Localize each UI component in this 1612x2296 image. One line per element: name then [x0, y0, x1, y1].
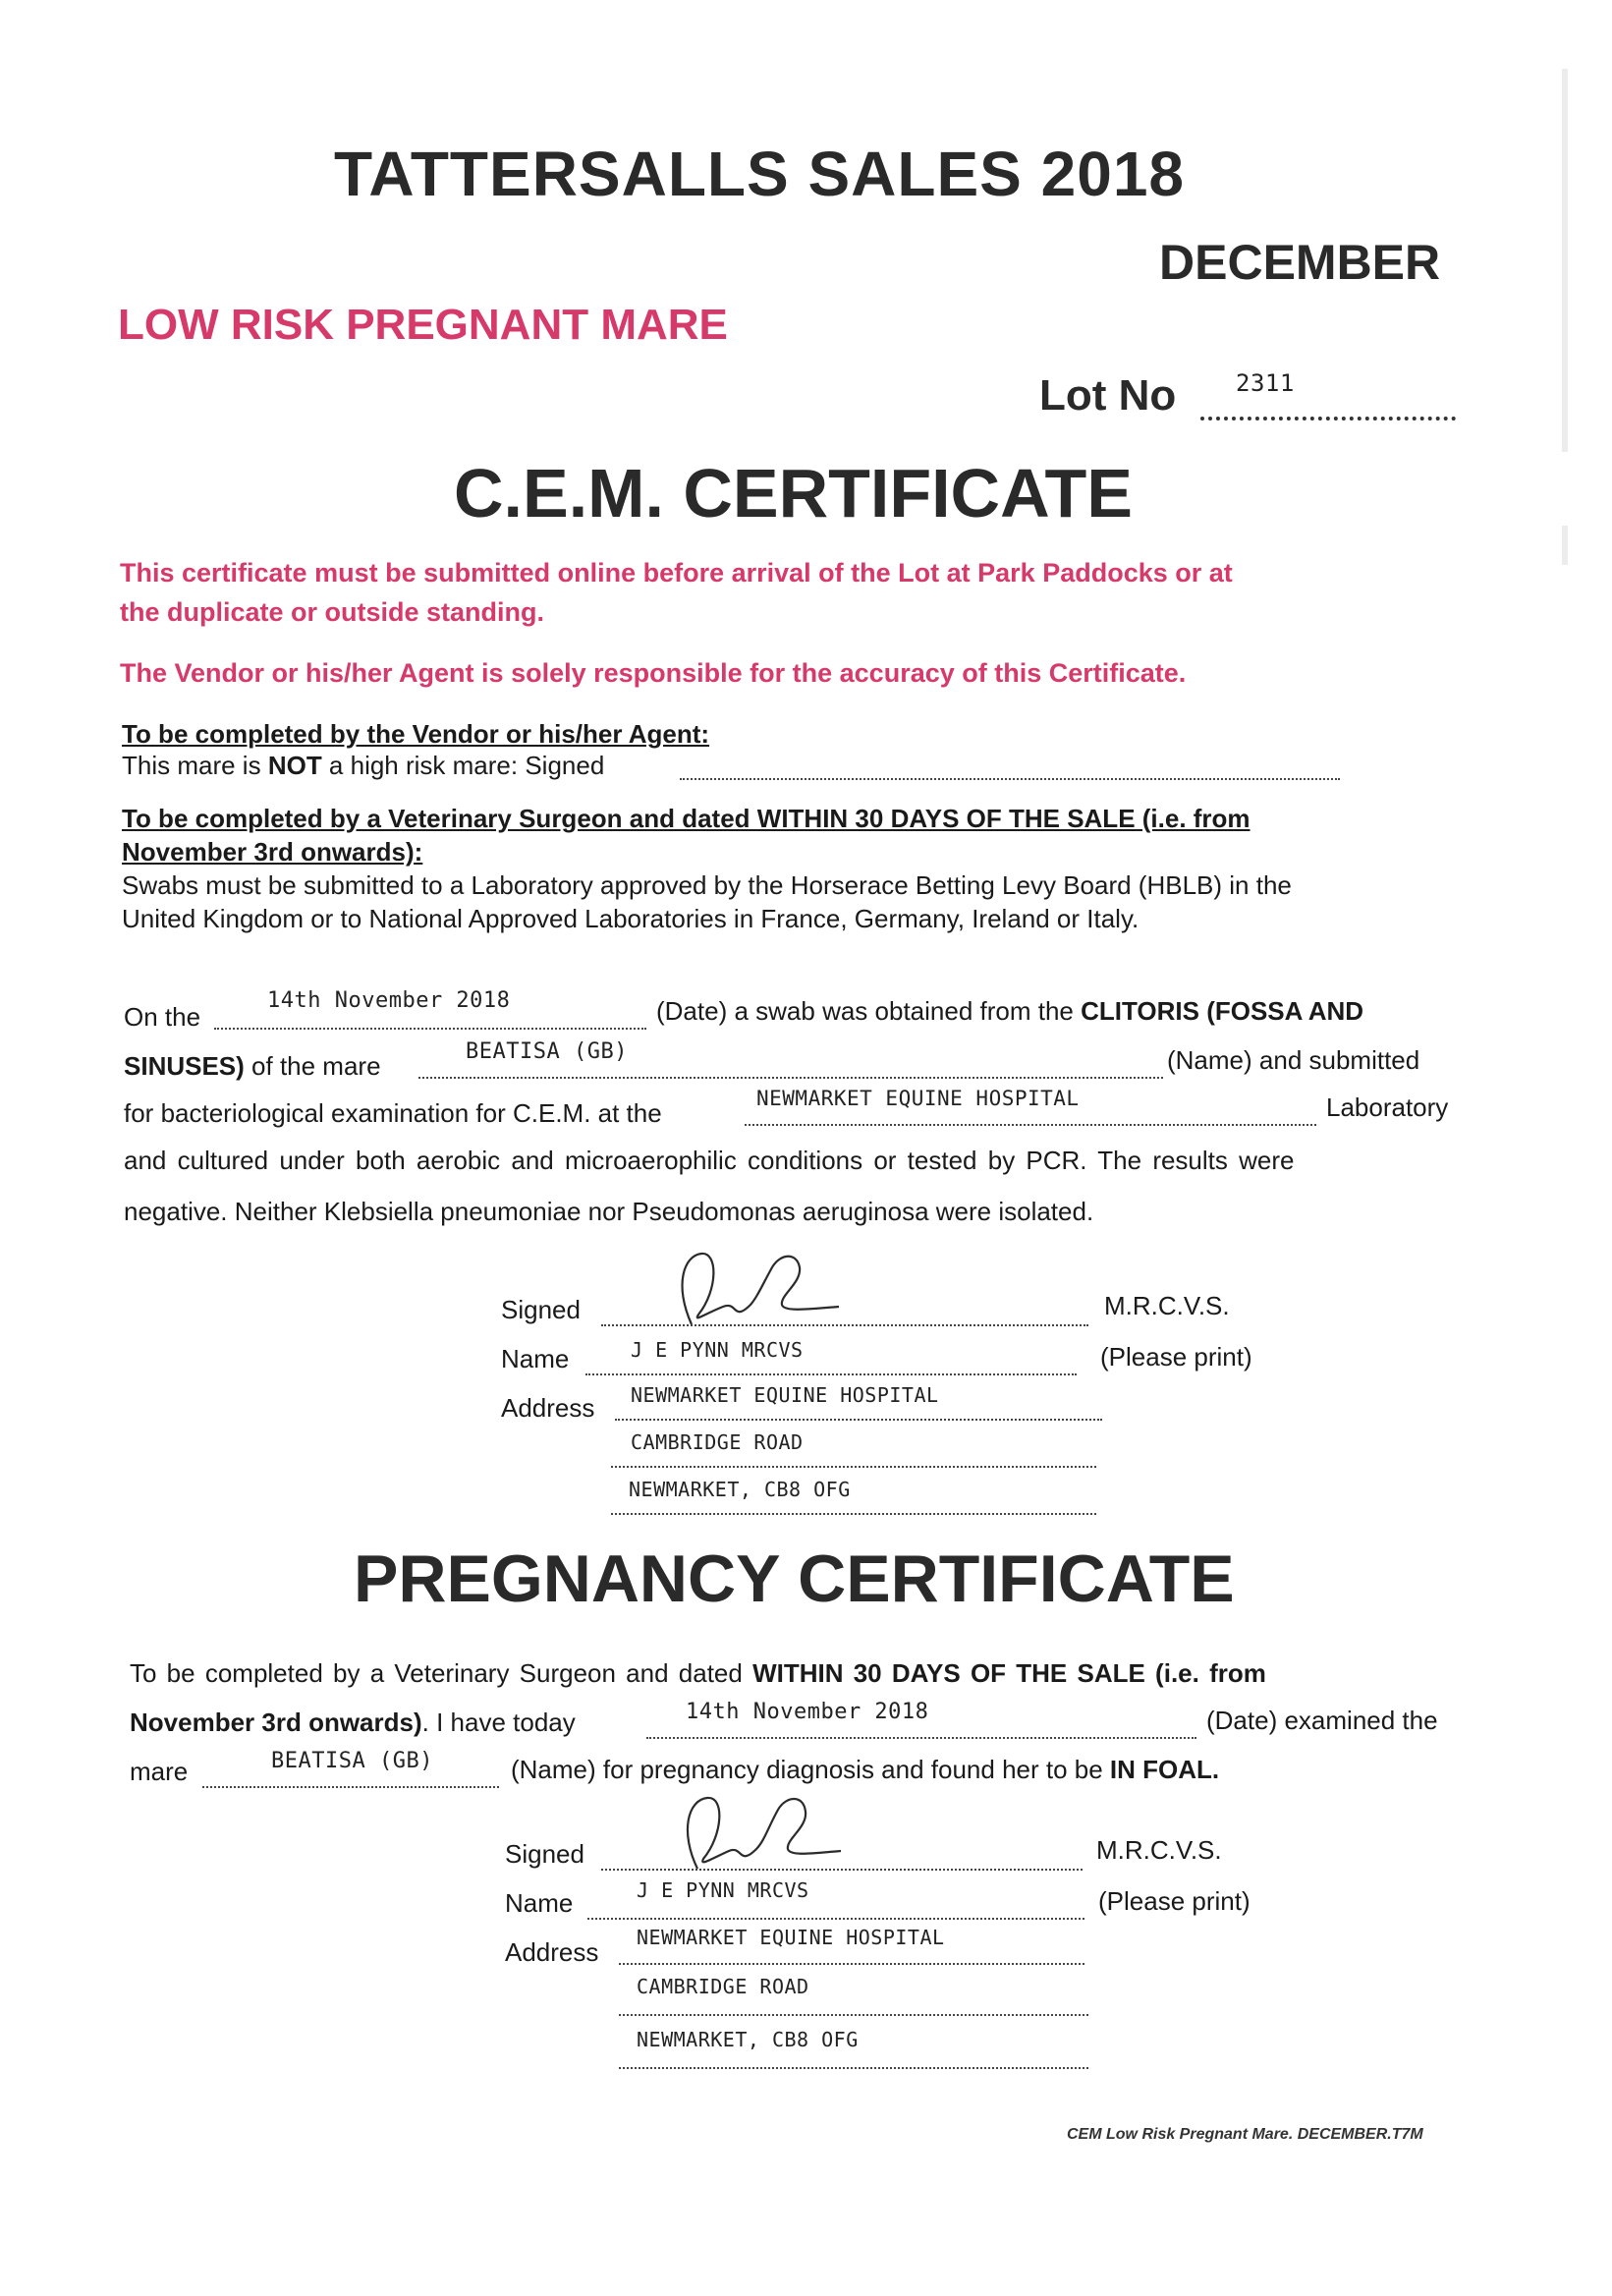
vendor-heading: To be completed by the Vendor or his/her Agent:: [122, 719, 710, 749]
month-label: DECEMBER: [1159, 235, 1441, 290]
pregnancy-address-line-2: CAMBRIDGE ROAD: [637, 1975, 809, 1998]
pregnancy-mare-value: BEATISA (GB): [271, 1749, 433, 1773]
negative-text: negative. Neither Klebsiella pneumoniae nor Pseudomonas aeruginosa were isolated.: [124, 1197, 1094, 1226]
mare-name-value: BEATISA (GB): [466, 1039, 628, 1064]
cultured-text: and cultured under both aerobic and microaerophilic conditions or tested by PCR. The results were: [124, 1146, 1295, 1175]
pregnancy-name-value: J E PYNN MRCVS: [637, 1878, 809, 1902]
cem-name-value: J E PYNN MRCVS: [631, 1338, 804, 1362]
vendor-statement-a: This mare is: [122, 751, 268, 780]
swab-instructions-cont: United Kingdom or to National Approved Laboratories in France, Germany, Ireland or Italy.: [122, 904, 1140, 933]
notice-submit-online: This certificate must be submitted online before arrival of the Lot at Park Paddocks or at: [120, 558, 1233, 588]
lot-number-value: 2311: [1236, 369, 1295, 397]
vet-heading: To be completed by a Veterinary Surgeon and dated WITHIN 30 DAYS OF THE SALE (i.e. from: [122, 804, 1251, 833]
cem-signature-image: [664, 1246, 861, 1334]
pregnancy-date-value: 14th November 2018: [686, 1700, 929, 1724]
laboratory-suffix: Laboratory: [1326, 1092, 1449, 1122]
pregnancy-line-1: [130, 1658, 1266, 1689]
swab-date-suffix: [656, 996, 1363, 1027]
vendor-statement: [122, 751, 604, 781]
lot-label: Lot No: [1039, 371, 1177, 420]
in-foal-label: IN FOAL.: [1109, 1755, 1220, 1784]
pregnancy-line-2-c: (Date) examined the: [1206, 1706, 1438, 1735]
vendor-statement-c: a high risk mare: Signed: [321, 751, 605, 780]
vendor-signature-field[interactable]: [680, 756, 1340, 780]
pregnancy-address-line-1: NEWMARKET EQUINE HOSPITAL: [637, 1926, 945, 1949]
mare-name-suffix: (Name) and submitted: [1167, 1045, 1420, 1075]
sinuses-label: SINUSES): [124, 1051, 245, 1081]
form-reference: CEM Low Risk Pregnant Mare. DECEMBER.T7M: [1067, 2126, 1423, 2143]
cem-mrcvs-label: M.R.C.V.S.: [1104, 1291, 1230, 1320]
of-the-mare-label: of the mare: [244, 1051, 381, 1081]
pregnancy-line-1-b: WITHIN 30 DAYS OF THE SALE (i.e. from: [752, 1658, 1266, 1688]
cem-address-label: Address: [501, 1393, 595, 1423]
cem-signed-label: Signed: [501, 1295, 581, 1324]
pregnancy-signature-image: [668, 1788, 855, 1876]
laboratory-value: NEWMARKET EQUINE HOSPITAL: [756, 1087, 1080, 1110]
pregnancy-line-2-b: . I have today: [421, 1708, 576, 1737]
bacteriological-label: for bacteriological examination for C.E.M. at the: [124, 1098, 662, 1128]
scan-edge-tick: [1562, 526, 1568, 565]
pregnancy-address-label: Address: [505, 1937, 599, 1967]
pregnancy-signed-label: Signed: [505, 1839, 584, 1869]
pregnancy-heading: PREGNANCY CERTIFICATE: [354, 1541, 1235, 1616]
pregnancy-mrcvs-label: M.R.C.V.S.: [1096, 1835, 1222, 1865]
pregnancy-name-label: Name: [505, 1888, 574, 1918]
clitoris-label: CLITORIS (FOSSA AND: [1081, 996, 1364, 1026]
vet-heading-cont: November 3rd onwards):: [122, 837, 423, 867]
cem-heading: C.E.M. CERTIFICATE: [454, 455, 1133, 532]
vendor-statement-not: NOT: [267, 751, 322, 780]
pregnancy-line-3-b: (Name) for pregnancy diagnosis and found her to be: [511, 1755, 1110, 1784]
scan-edge-mark: [1562, 69, 1568, 452]
sinuses-line: [124, 1051, 381, 1082]
swab-instructions: Swabs must be submitted to a Laboratory approved by the Horserace Betting Levy Board (HBLB) in the: [122, 870, 1292, 900]
pregnancy-line-3: [511, 1755, 1219, 1785]
cem-address-line-3: NEWMARKET, CB8 OFG: [629, 1478, 851, 1501]
cem-address-line-1: NEWMARKET EQUINE HOSPITAL: [631, 1383, 939, 1407]
cem-address-line-2: CAMBRIDGE ROAD: [631, 1430, 804, 1454]
swab-date-suffix-a: (Date) a swab was obtained from the: [656, 996, 1082, 1026]
on-the-label: On the: [124, 1002, 201, 1032]
risk-label: LOW RISK PREGNANT MARE: [118, 301, 728, 349]
pregnancy-line-2-a: November 3rd onwards): [130, 1708, 422, 1737]
notice-vendor-responsible: The Vendor or his/her Agent is solely responsible for the accuracy of this Certificate.: [120, 658, 1187, 688]
swab-date-value: 14th November 2018: [267, 988, 511, 1013]
notice-submit-online-cont: the duplicate or outside standing.: [120, 597, 545, 627]
pregnancy-line-1-a: To be completed by a Veterinary Surgeon and dated: [130, 1658, 753, 1688]
cem-name-label: Name: [501, 1344, 570, 1373]
pregnancy-please-print: (Please print): [1098, 1886, 1251, 1916]
pregnancy-mare-label: mare: [130, 1757, 189, 1786]
pregnancy-address-line-3: NEWMARKET, CB8 OFG: [637, 2028, 859, 2051]
pregnancy-line-2: [130, 1708, 576, 1738]
document-title: TATTERSALLS SALES 2018: [334, 139, 1185, 209]
cem-please-print: (Please print): [1100, 1342, 1252, 1372]
